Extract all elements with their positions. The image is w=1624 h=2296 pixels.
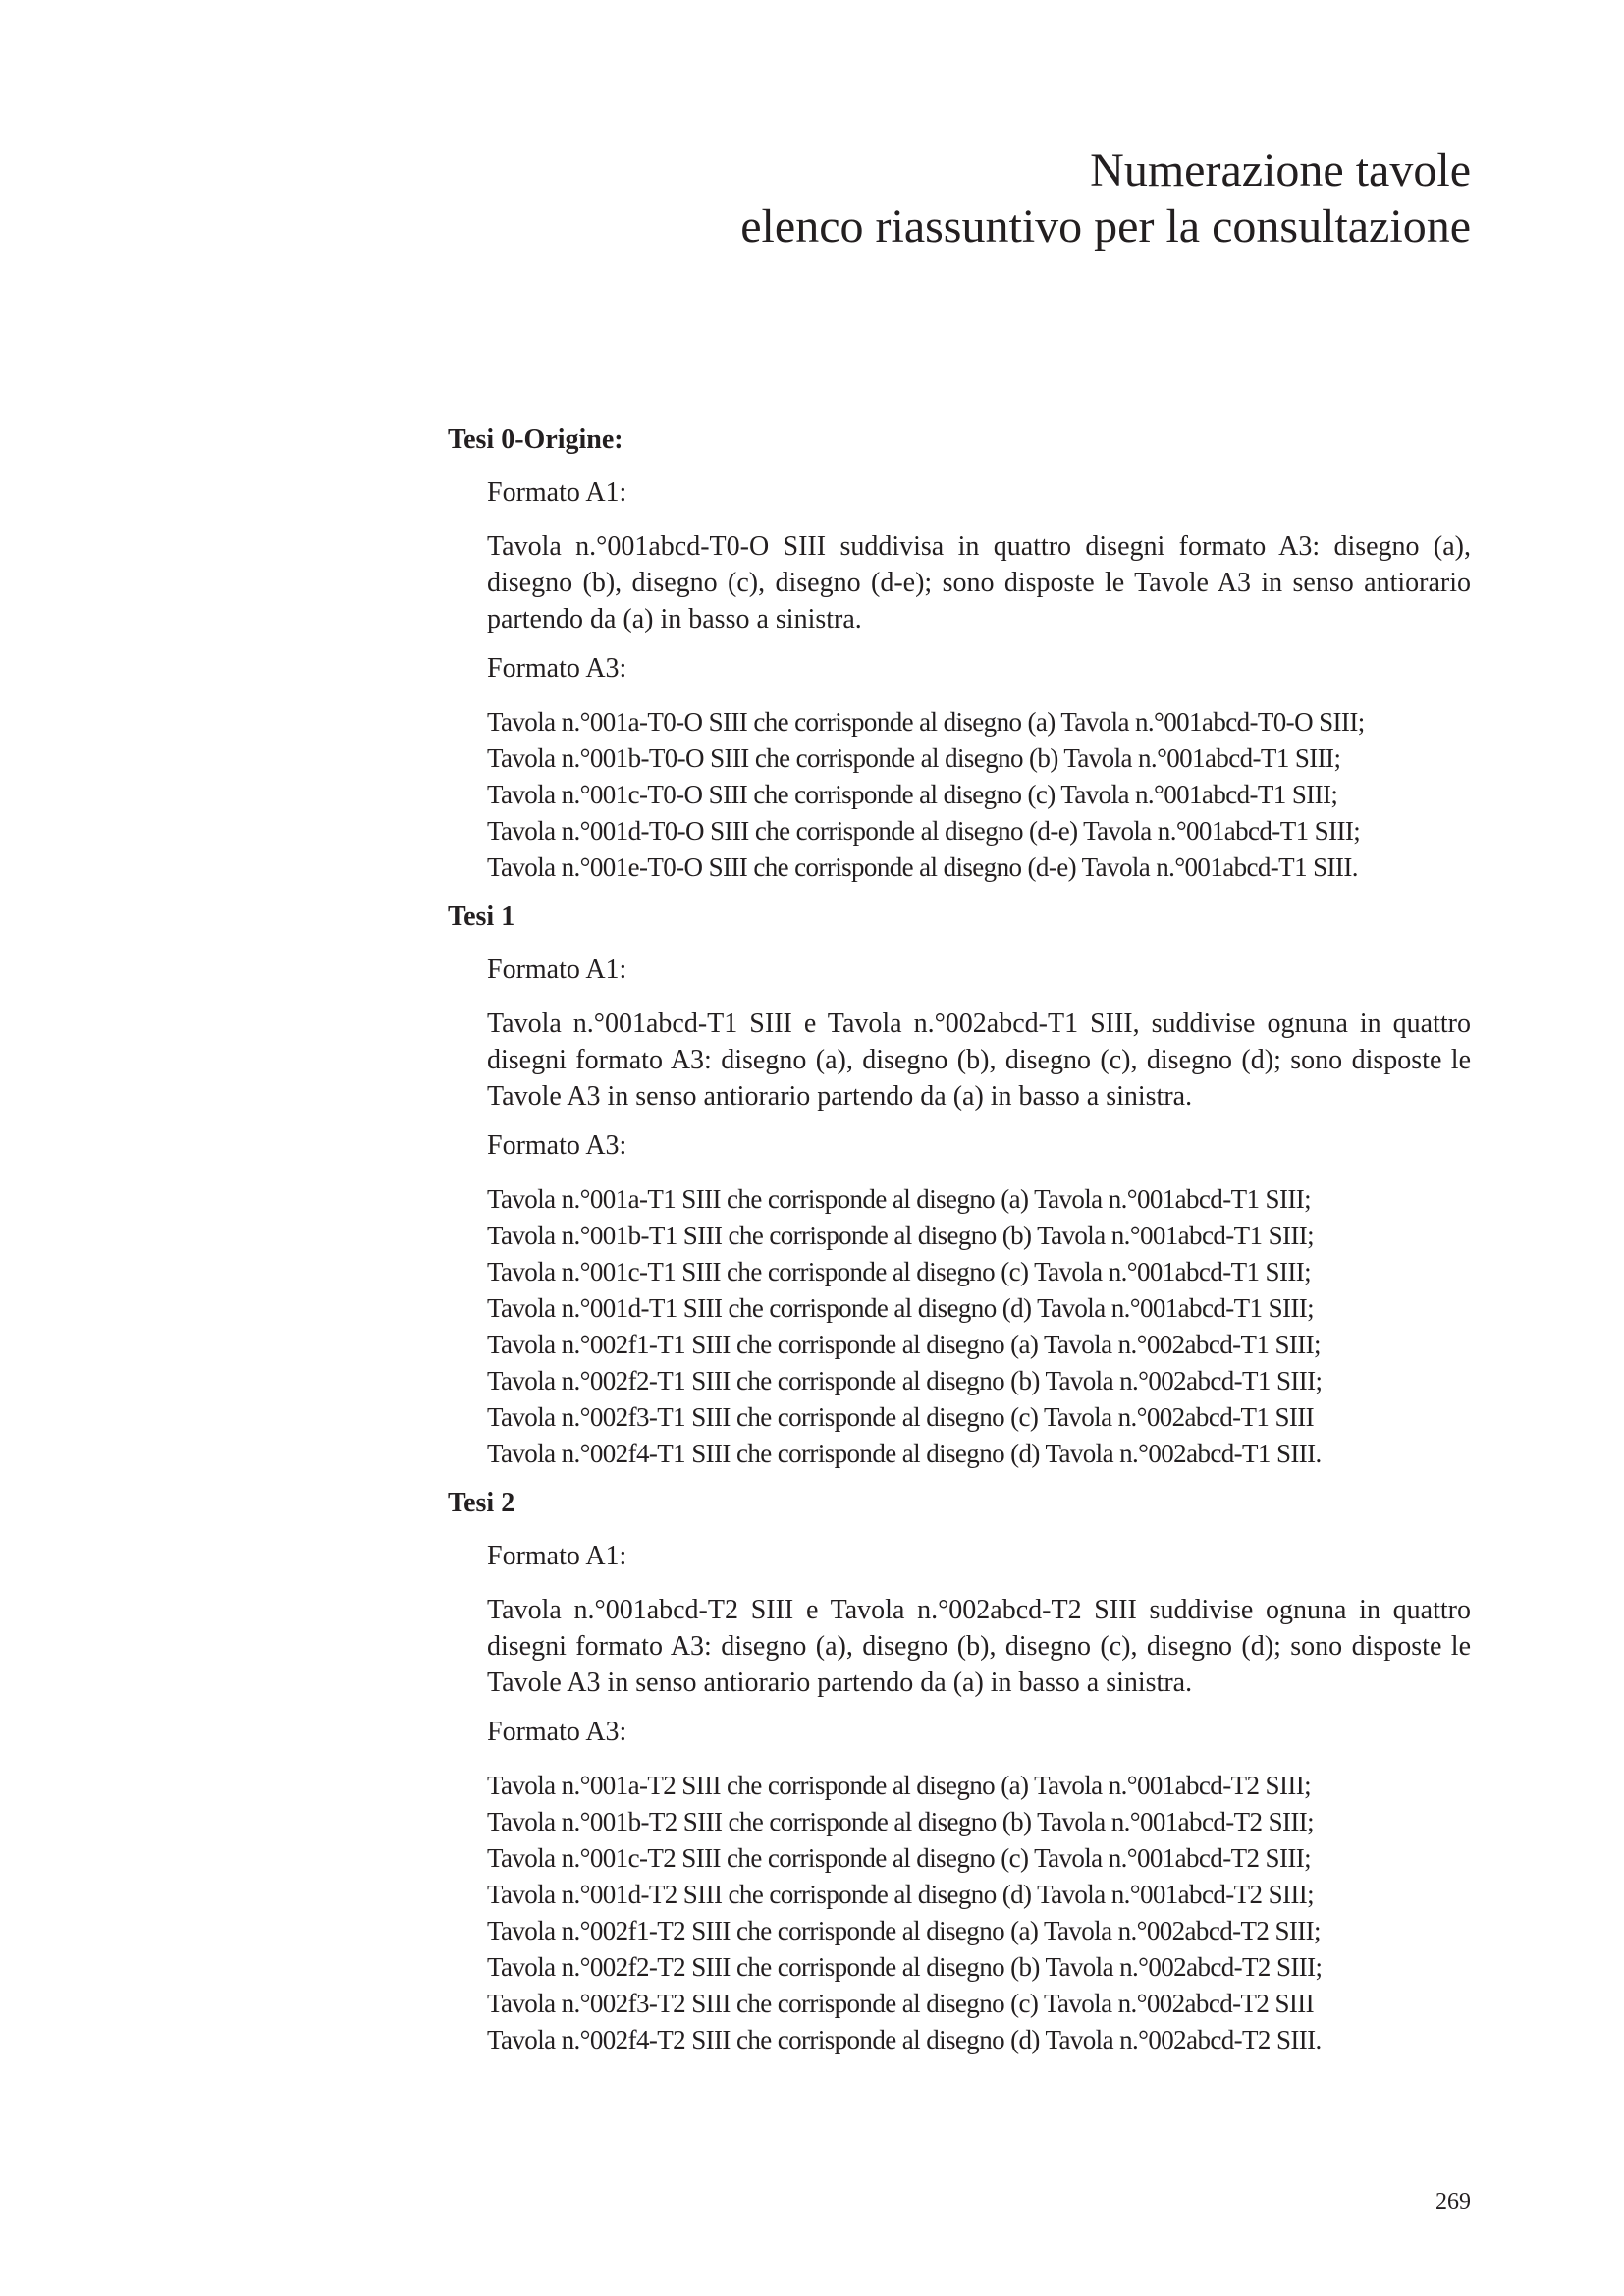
format-a3-list — [487, 1768, 1471, 2058]
format-a1-description: Tavola n.°001abcd-T1 SIII e Tavola n.°002abcd-T1 SIII, suddivise ognuna in quattro disegni formato A3: disegno (a), disegno (b), disegno (c), disegno (d); sono disposte le Tavole A3 in senso antiorario partendo da (a) in basso a sinistra. — [487, 1009, 1471, 1112]
page-number: 269 — [1435, 2189, 1471, 2214]
list-item: Tavola n.°001a-T0-O SIII che corrisponde al disegno (a) Tavola n.°001abcd-T0-O SIII; — [487, 707, 1365, 737]
section-heading: Tesi 1 — [448, 902, 515, 932]
list-item: Tavola n.°002f3-T2 SIII che corrisponde al disegno (c) Tavola n.°002abcd-T2 SIII — [487, 1989, 1315, 2018]
format-a3-list — [487, 1181, 1471, 1472]
list-item: Tavola n.°002f2-T2 SIII che corrisponde al disegno (b) Tavola n.°002abcd-T2 SIII; — [487, 1952, 1323, 1982]
format-a3-label: Formato A3: — [487, 653, 627, 683]
format-a1-description: Tavola n.°001abcd-T2 SIII e Tavola n.°002abcd-T2 SIII suddivise ognuna in quattro disegni formato A3: disegno (a), disegno (b), disegno (c), disegno (d); sono disposte le Tavole A3 in senso antiorario partendo da (a) in basso a sinistra. — [487, 1595, 1471, 1698]
section-tesi-0-origine — [448, 422, 1471, 886]
format-a3-block — [487, 1715, 1471, 2058]
list-item: Tavola n.°002f1-T2 SIII che corrisponde al disegno (a) Tavola n.°002abcd-T2 SIII; — [487, 1916, 1321, 1945]
list-item: Tavola n.°002f4-T1 SIII che corrisponde al disegno (d) Tavola n.°002abcd-T1 SIII. — [487, 1439, 1322, 1468]
list-item: Tavola n.°002f3-T1 SIII che corrisponde al disegno (c) Tavola n.°002abcd-T1 SIII — [487, 1402, 1315, 1432]
list-item: Tavola n.°001c-T0-O SIII che corrisponde al disegno (c) Tavola n.°001abcd-T1 SIII; — [487, 780, 1338, 809]
format-a1-block — [487, 953, 1471, 1115]
list-item: Tavola n.°002f4-T2 SIII che corrisponde al disegno (d) Tavola n.°002abcd-T2 SIII. — [487, 2025, 1322, 2054]
document-body — [448, 422, 1471, 2072]
page-title — [740, 142, 1471, 254]
list-item: Tavola n.°001d-T2 SIII che corrisponde al disegno (d) Tavola n.°001abcd-T2 SIII; — [487, 1880, 1315, 1909]
list-item: Tavola n.°001d-T0-O SIII che corrisponde al disegno (d-e) Tavola n.°001abcd-T1 SIII; — [487, 816, 1361, 846]
format-a1-label: Formato A1: — [487, 1541, 627, 1571]
section-tesi-1 — [448, 900, 1471, 1472]
list-item: Tavola n.°001b-T1 SIII che corrisponde al disegno (b) Tavola n.°001abcd-T1 SIII; — [487, 1221, 1315, 1250]
format-a1-label: Formato A1: — [487, 477, 627, 508]
format-a1-block — [487, 475, 1471, 637]
list-item: Tavola n.°001e-T0-O SIII che corrisponde al disegno (d-e) Tavola n.°001abcd-T1 SIII. — [487, 852, 1358, 882]
format-a3-label: Formato A3: — [487, 1717, 627, 1747]
list-item: Tavola n.°001a-T1 SIII che corrisponde al disegno (a) Tavola n.°001abcd-T1 SIII; — [487, 1184, 1312, 1214]
list-item: Tavola n.°001a-T2 SIII che corrisponde al disegno (a) Tavola n.°001abcd-T2 SIII; — [487, 1771, 1312, 1800]
page-title-line-2: elenco riassuntivo per la consultazione — [740, 200, 1471, 252]
format-a1-description: Tavola n.°001abcd-T0-O SIII suddivisa in quattro disegni formato A3: disegno (a), disegno (b), disegno (c), disegno (d-e); sono disposte le Tavole A3 in senso antiorario partendo da (a) in basso a sinistra. — [487, 531, 1471, 634]
format-a1-block — [487, 1539, 1471, 1701]
list-item: Tavola n.°001d-T1 SIII che corrisponde al disegno (d) Tavola n.°001abcd-T1 SIII; — [487, 1293, 1315, 1323]
format-a3-label: Formato A3: — [487, 1130, 627, 1161]
list-item: Tavola n.°002f2-T1 SIII che corrisponde al disegno (b) Tavola n.°002abcd-T1 SIII; — [487, 1366, 1323, 1395]
list-item: Tavola n.°001b-T2 SIII che corrisponde al disegno (b) Tavola n.°001abcd-T2 SIII; — [487, 1807, 1315, 1836]
section-heading: Tesi 0-Origine: — [448, 424, 623, 455]
list-item: Tavola n.°001c-T1 SIII che corrisponde al disegno (c) Tavola n.°001abcd-T1 SIII; — [487, 1257, 1312, 1286]
list-item: Tavola n.°001b-T0-O SIII che corrisponde al disegno (b) Tavola n.°001abcd-T1 SIII; — [487, 743, 1341, 773]
section-tesi-2 — [448, 1486, 1471, 2058]
list-item: Tavola n.°001c-T2 SIII che corrisponde al disegno (c) Tavola n.°001abcd-T2 SIII; — [487, 1843, 1312, 1873]
format-a1-label: Formato A1: — [487, 955, 627, 985]
format-a3-block — [487, 651, 1471, 886]
page-title-line-1: Numerazione tavole — [1090, 144, 1471, 196]
format-a3-block — [487, 1128, 1471, 1472]
section-heading: Tesi 2 — [448, 1488, 515, 1518]
format-a3-list — [487, 704, 1471, 886]
list-item: Tavola n.°002f1-T1 SIII che corrisponde al disegno (a) Tavola n.°002abcd-T1 SIII; — [487, 1330, 1321, 1359]
